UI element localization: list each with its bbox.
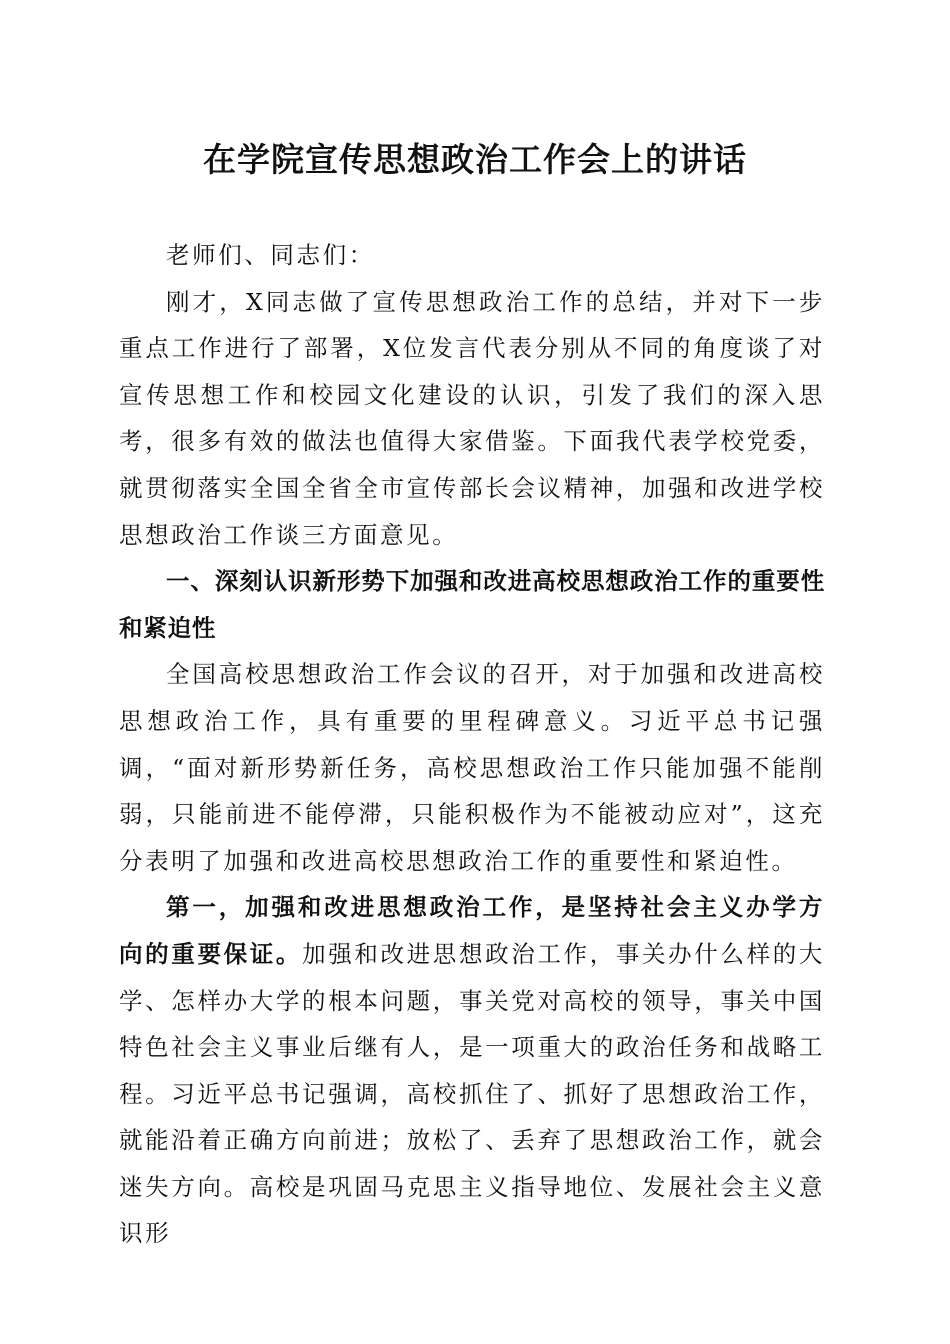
salutation: 老师们、同志们： [166, 241, 375, 269]
first-point-body: 加强和改进思想政治工作，事关办什么样的大学、怎样办大学的根本问题，事关党对高校的领导，事关中国特色社会主义事业后继有人，是一项重大的政治任务和战略工程。习近平总书记强调，高校抓住了、抓好了思想政治工作，就能沿着正确方向前进；放松了、丢弃了思想政治工作，就会迷失方向。高校是巩固马克思主义指导地位、发展社会主义意识形 [119, 939, 826, 1248]
document-title: 在学院宣传思想政治工作会上的讲话 [203, 140, 747, 179]
section-heading-1: 一、深刻认识新形势下加强和改进高校思想政治工作的重要性和紧迫性 [119, 567, 825, 642]
paragraph-intro: 刚才，X同志做了宣传思想政治工作的总结，并对下一步重点工作进行了部署，X位发言代表分别从不同的角度谈了对宣传思想工作和校园文化建设的认识，引发了我们的深入思考，很多有效的做法也值得大家借鉴。下面我代表学校党委，就贯彻落实全国全省全市宣传部长会议精神，加强和改进学校思想政治工作谈三方面意见。 [119, 287, 825, 549]
document-body [119, 232, 825, 1257]
paragraph-significance: 全国高校思想政治工作会议的召开，对于加强和改进高校思想政治工作，具有重要的里程碑意义。习近平总书记强调，“面对新形势新任务，高校思想政治工作只能加强不能削弱，只能前进不能停滞，只能积极作为不能被动应对”，这充分表明了加强和改进高校思想政治工作的重要性和紧迫性。 [119, 660, 825, 875]
first-point-lead: 第一，加强和改进思想政治工作，是坚持社会主义办学方向的重要保证。 [119, 893, 825, 968]
paragraph-first-point [119, 884, 825, 1257]
